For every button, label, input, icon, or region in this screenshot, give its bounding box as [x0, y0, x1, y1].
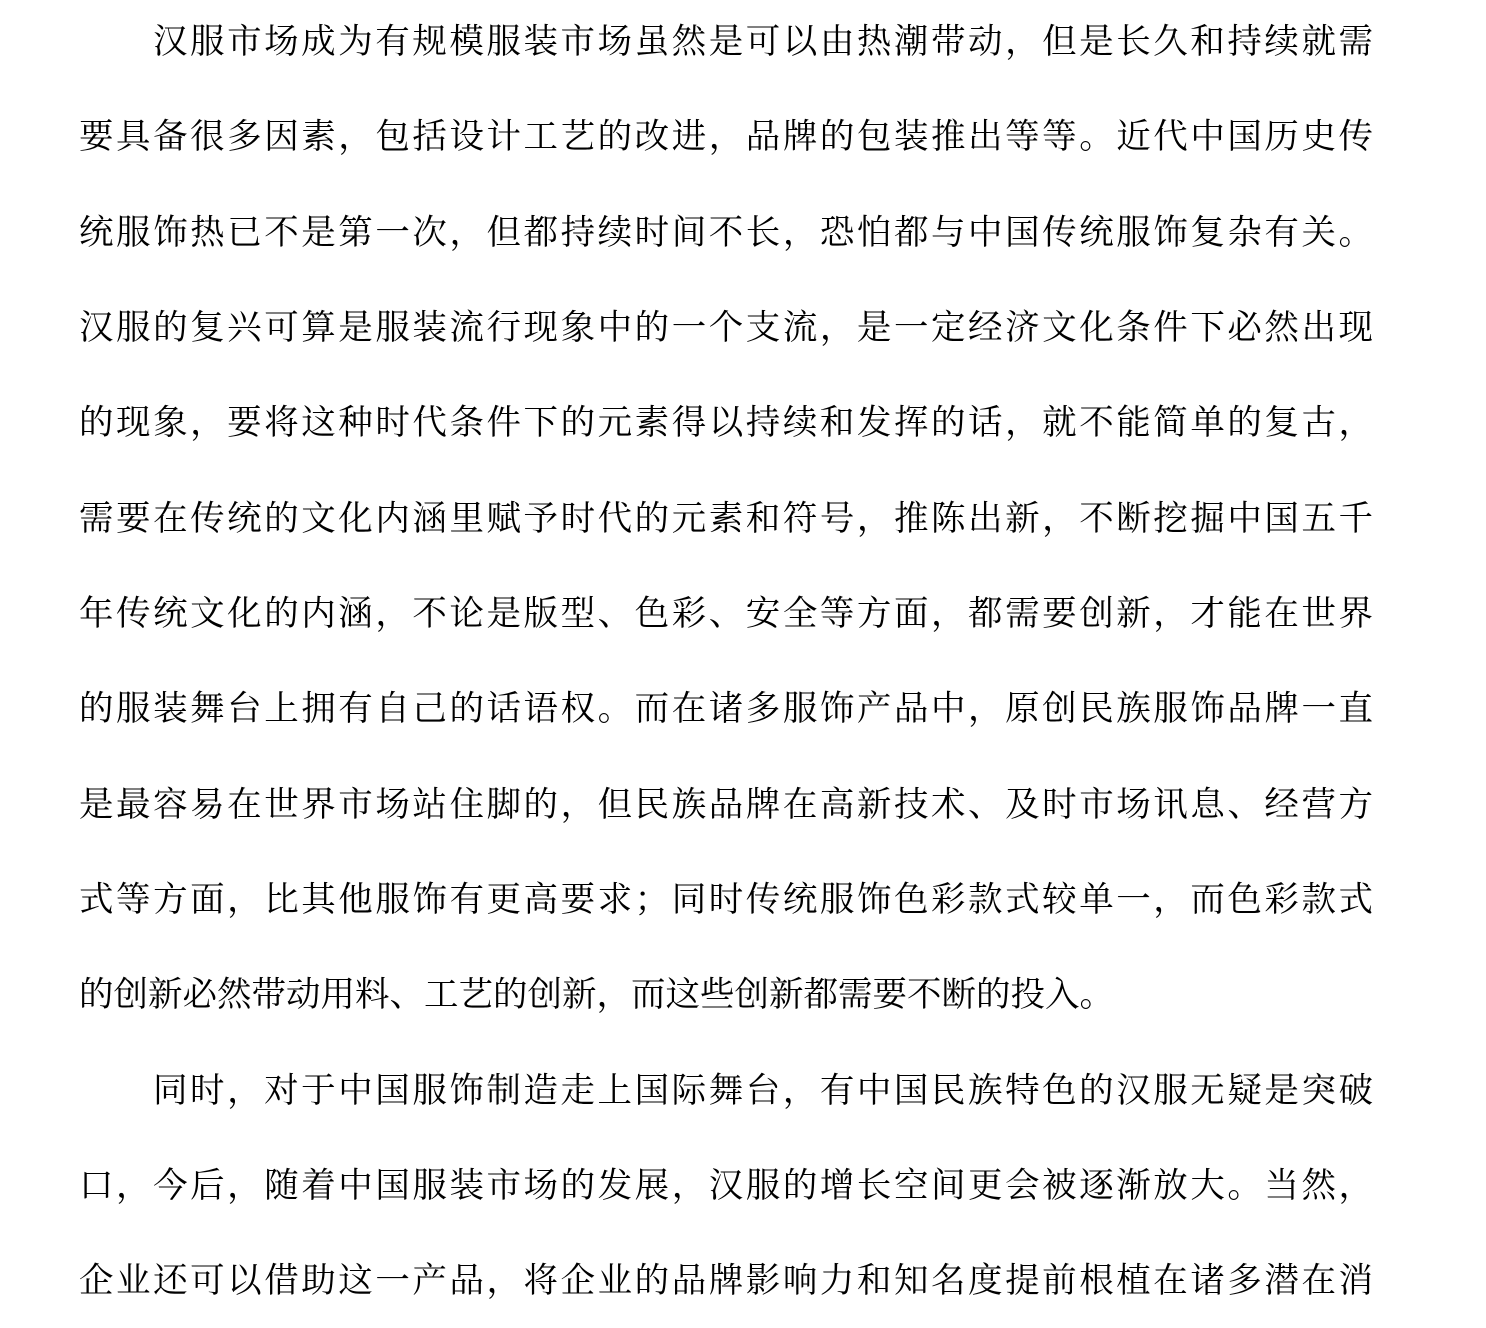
paragraph-2-line-2: 口，今后，随着中国服装市场的发展，汉服的增长空间更会被逐渐放大。当然， — [79, 1166, 1373, 1206]
paragraph-1-line-9: 是最容易在世界市场站住脚的，但民族品牌在高新技术、及时市场讯息、经营方 — [79, 785, 1373, 825]
paragraph-1-line-8: 的服装舞台上拥有自己的话语权。而在诸多服饰产品中，原创民族服饰品牌一直 — [79, 689, 1373, 729]
paragraph-1-line-2: 要具备很多因素，包括设计工艺的改进，品牌的包装推出等等。近代中国历史传 — [79, 117, 1373, 157]
paragraph-1-line-1: 汉服市场成为有规模服装市场虽然是可以由热潮带动，但是长久和持续就需 — [153, 22, 1373, 62]
paragraph-1-line-6: 需要在传统的文化内涵里赋予时代的元素和符号，推陈出新，不断挖掘中国五千 — [79, 499, 1373, 539]
paragraph-1-line-11: 的创新必然带动用料、工艺的创新，而这些创新都需要不断的投入。 — [79, 975, 1114, 1015]
paragraph-1-line-3: 统服饰热已不是第一次，但都持续时间不长，恐怕都与中国传统服饰复杂有关。 — [79, 213, 1373, 253]
paragraph-1-line-7: 年传统文化的内涵，不论是版型、色彩、安全等方面，都需要创新，才能在世界 — [79, 594, 1373, 634]
paragraph-2-line-3: 企业还可以借助这一产品，将企业的品牌影响力和知名度提前根植在诸多潜在消 — [79, 1261, 1373, 1301]
paragraph-2-line-1: 同时，对于中国服饰制造走上国际舞台，有中国民族特色的汉服无疑是突破 — [153, 1071, 1373, 1111]
paragraph-1-line-10: 式等方面，比其他服饰有更高要求；同时传统服饰色彩款式较单一，而色彩款式 — [79, 880, 1373, 920]
paragraph-1-line-5: 的现象，要将这种时代条件下的元素得以持续和发挥的话，就不能简单的复古， — [79, 403, 1373, 443]
paragraph-1-line-4: 汉服的复兴可算是服装流行现象中的一个支流，是一定经济文化条件下必然出现 — [79, 308, 1373, 348]
